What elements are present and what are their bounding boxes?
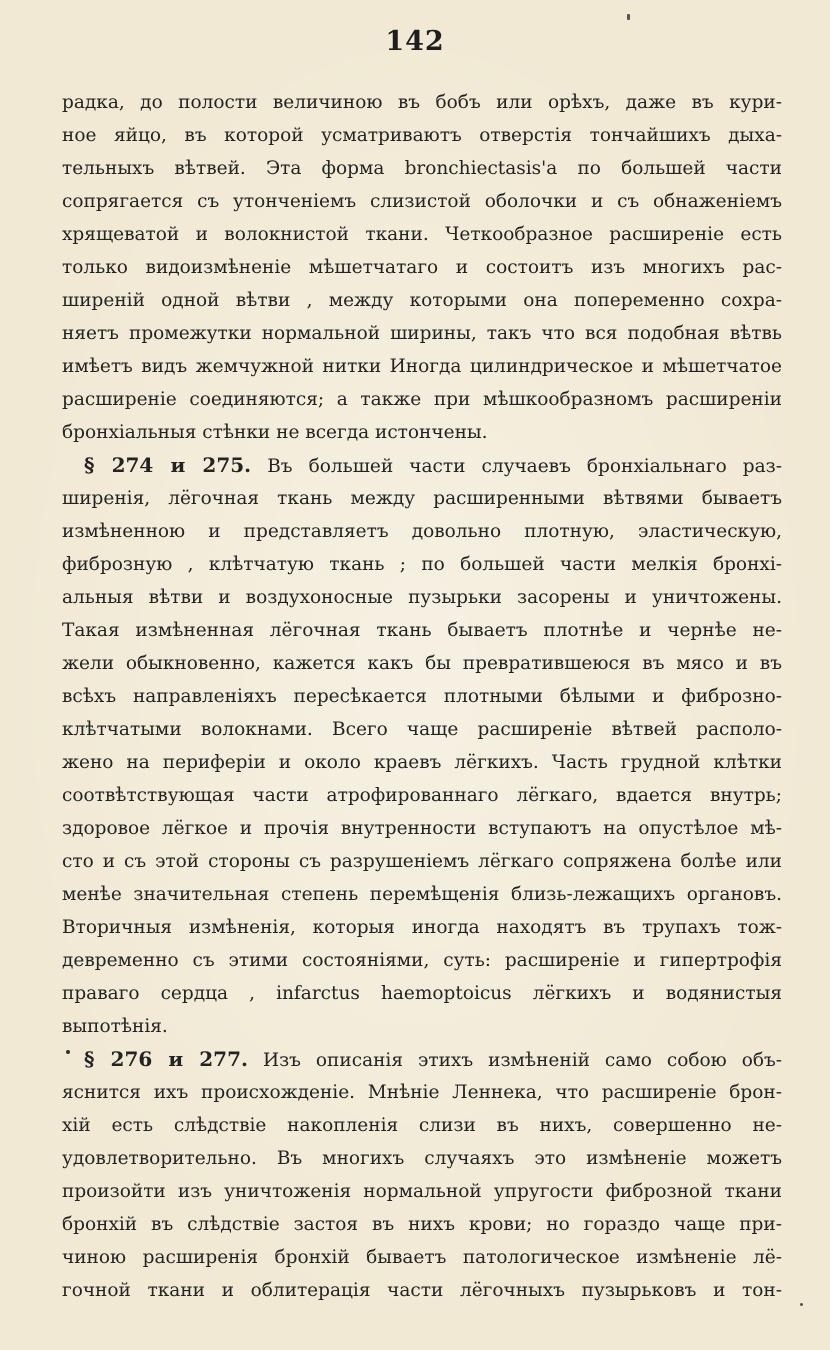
text-line: ширенія, лёгочная ткань между расширенными вѣтвями бываетъ (62, 488, 782, 509)
text-line: тельныхъ вѣтвей. Эта форма bronchiectasis'а по большей части (62, 158, 782, 179)
text-line: только видоизмѣненіе мѣшетчатаго и состоитъ изъ многихъ рас- (62, 257, 782, 278)
section-number: § 276 и 277. (84, 1047, 248, 1071)
text-line: чиною расширенія бронхій бываетъ патологическое измѣненіе лё- (62, 1247, 782, 1268)
text-line: жено на периферіи и около краевъ лёгкихъ. Часть грудной клѣтки (62, 752, 782, 773)
text-line: удовлетворительно. Въ многихъ случаяхъ это измѣненіе можетъ (62, 1148, 782, 1169)
text-line: бронхіальныя стѣнки не всегда истончены. (62, 422, 488, 443)
section-number: § 274 и 275. (84, 453, 252, 477)
text-line: клѣтчатыми волокнами. Всего чаще расширеніе вѣтвей располо- (62, 719, 782, 740)
text-line: расширеніе соединяются; а также при мѣшкообразномъ расширеніи (62, 389, 782, 410)
page-number: 142 (385, 26, 445, 57)
text-line: яснится ихъ происхожденіе. Мнѣніе Леннека, что расширеніе брон- (62, 1082, 782, 1103)
text-line: Такая измѣненная лёгочная ткань бываетъ плотнѣе и чернѣе не- (62, 620, 782, 641)
text-line: хрящеватой и волокнистой ткани. Четкообразное расширеніе есть (62, 224, 782, 245)
text-line: жели обыкновенно, кажется какъ бы превратившеюся въ мясо и въ (62, 653, 782, 674)
text-line: хій есть слѣдствіе накопленія слизи въ нихъ, совершенно не- (62, 1115, 782, 1136)
text-line: выпотѣнія. (62, 1016, 168, 1037)
text-line: радка, до полости величиною въ бобъ или орѣхъ, даже въ кури- (62, 92, 782, 113)
text-line: гочной ткани и облитерація части лёгочныхъ пузырьковъ и тон- (62, 1280, 782, 1301)
text-line: ное яйцо, въ которой усматриваютъ отверстія тончайшихъ дыха- (62, 125, 782, 146)
section-first-line (62, 449, 782, 482)
ink-speck (627, 14, 630, 20)
text-line: здоровое лёгкое и прочія внутренности вступаютъ на опустѣлое мѣ- (62, 818, 782, 839)
ink-speck (800, 1303, 803, 1306)
text-line: измѣненною и представляетъ довольно плотную, эластическую, (62, 521, 782, 542)
text-line: соотвѣтствующая части атрофированнаго лёгкаго, вдается внутрь; (62, 785, 782, 806)
text-line: сопрягается съ утонченіемъ слизистой оболочки и съ обнаженіемъ (62, 191, 782, 212)
text-line: всѣхъ направленіяхъ пересѣкается плотными бѣлыми и фиброзно- (62, 686, 782, 707)
text-line: Вторичныя измѣненія, которыя иногда находятъ въ трупахъ тож- (62, 917, 782, 938)
text-line: имѣетъ видъ жемчужной нитки Иногда цилиндрическое и мѣшетчатое (62, 356, 782, 377)
text-line: девременно съ этими состояніями, суть: расширеніе и гипертрофія (62, 950, 782, 971)
text-line: ширеній одной вѣтви , между которыми она попеременно сохра- (62, 290, 782, 311)
text-line: бронхій въ слѣдствіе застоя въ нихъ крови; но гораздо чаще при- (62, 1214, 782, 1235)
text-line: сто и съ этой стороны съ разрушеніемъ лёгкаго сопряжена болѣе или (62, 851, 782, 872)
text-line: Изъ описанія этихъ измѣненій само собою объ- (262, 1050, 782, 1071)
text-line: произойти изъ уничтоженія нормальной упругости фиброзной ткани (62, 1181, 782, 1202)
page-body (62, 86, 782, 1307)
text-line: Въ большей части случаевъ бронхіальнаго раз- (267, 456, 782, 477)
text-line: фиброзную , клѣтчатую ткань ; по большей части мелкія бронхі- (62, 554, 782, 575)
section-first-line (62, 1043, 782, 1076)
text-line: праваго сердца , infarctus haemoptoicus лёгкихъ и водянистыя (62, 983, 782, 1004)
text-line: няетъ промежутки нормальной ширины, такъ что вся подобная вѣтвь (62, 323, 782, 344)
text-line: менѣе значительная степень перемѣщенія близь-лежащихъ органовъ. (62, 884, 782, 905)
text-line: альныя вѣтви и воздухоносные пузырьки засорены и уничтожены. (62, 587, 782, 608)
